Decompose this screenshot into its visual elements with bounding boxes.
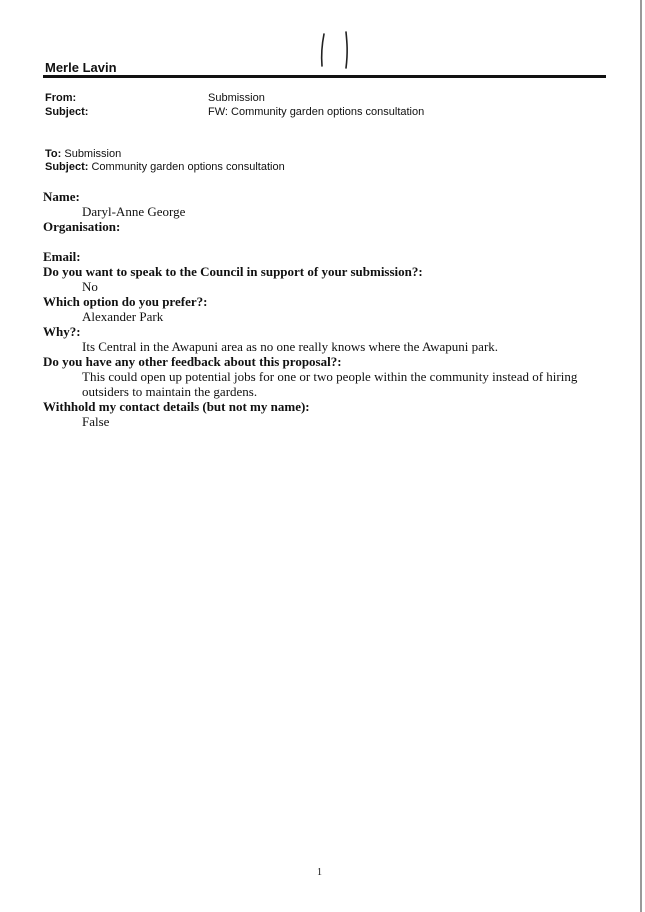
scan-edge [640,0,642,912]
page-number: 1 [317,867,322,878]
forwarded-subject-value: Community garden options consultation [91,161,285,173]
sender-name: Merle Lavin [45,60,117,75]
withhold-label: Withhold my contact details (but not my name): [43,399,310,414]
subject-value: FW: Community garden options consultation [208,106,425,118]
subject-label: Subject: [45,106,89,118]
speak-label: Do you want to speak to the Council in support of your submission?: [43,264,423,279]
speak-value: No [82,279,98,294]
forwarded-to-line [45,148,121,160]
why-value: Its Central in the Awapuni area as no one really knows where the Awapuni park. [82,339,499,354]
forwarded-subject-label: Subject: [45,161,89,173]
withhold-value: False [82,414,110,429]
option-value: Alexander Park [82,309,164,324]
name-label: Name: [43,189,80,204]
forwarded-to-label: To: [45,148,62,160]
handwritten-mark [316,30,356,72]
organisation-label: Organisation: [43,219,121,234]
from-label: From: [45,92,77,104]
forwarded-subject-line [45,161,285,173]
from-value: Submission [208,92,265,104]
feedback-label: Do you have any other feedback about this proposal?: [43,354,342,369]
forwarded-to-value: Submission [64,148,122,160]
header-rule [43,75,606,78]
option-label: Which option do you prefer?: [43,294,208,309]
email-label: Email: [43,249,81,264]
feedback-value: This could open up potential jobs for one or two people within the community instead of hiring outsiders to maintain the gardens. [82,369,578,399]
name-value: Daryl-Anne George [82,204,186,219]
why-label: Why?: [43,324,81,339]
